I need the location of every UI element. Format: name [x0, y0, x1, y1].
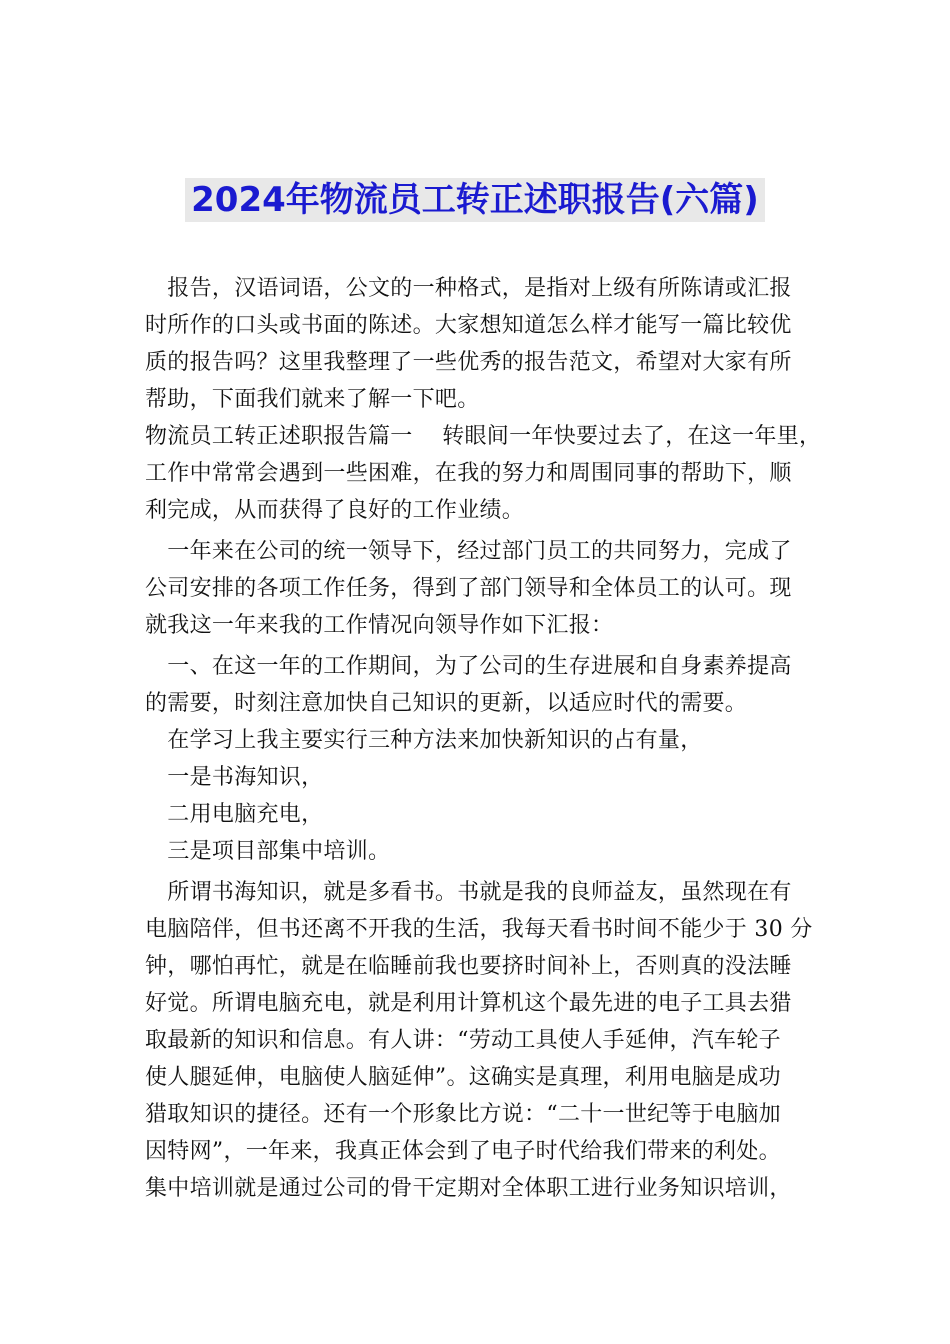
body-line: 帮助，下面我们就来了解一下吧。 [145, 387, 480, 412]
body-line: 时所作的口头或书面的陈述。大家想知道怎么样才能写一篇比较优 [145, 313, 792, 338]
body-line: 利完成，从而获得了良好的工作业绩。 [145, 498, 525, 523]
body-line: 猎取知识的捷径。还有一个形象比方说：“二十一世纪等于电脑加 [145, 1102, 781, 1127]
body-line: 公司安排的各项工作任务，得到了部门领导和全体员工的认可。现 [145, 576, 792, 601]
body-line: 好觉。所谓电脑充电，就是利用计算机这个最先进的电子工具去猎 [145, 991, 792, 1016]
body-line: 的需要，时刻注意加快自己知识的更新，以适应时代的需要。 [145, 691, 748, 716]
body-line: 报告，汉语词语，公文的一种格式，是指对上级有所陈请或汇报 [145, 276, 792, 301]
list-item: 一是书海知识， [145, 765, 324, 790]
body-line: 在学习上我主要实行三种方法来加快新知识的占有量， [145, 728, 703, 753]
body-line: 就我这一年来我的工作情况向领导作如下汇报： [145, 613, 614, 638]
document-title-text: 2024年物流员工转正述职报告(六篇) [185, 178, 765, 222]
body-line: 使人腿延伸，电脑使人脑延伸”。这确实是真理，利用电脑是成功 [145, 1065, 781, 1090]
body-line: 质的报告吗？这里我整理了一些优秀的报告范文，希望对大家有所 [145, 350, 792, 375]
body-line: 电脑陪伴，但书还离不开我的生活，我每天看书时间不能少于 30 分 [145, 917, 813, 942]
document-body [145, 270, 822, 1207]
body-line: 一、在这一年的工作期间，为了公司的生存进展和自身素养提高 [145, 654, 792, 679]
document-title [0, 178, 950, 222]
list-item: 二用电脑充电， [145, 802, 324, 827]
body-line: 集中培训就是通过公司的骨干定期对全体职工进行业务知识培训， [145, 1176, 792, 1201]
body-line: 钟，哪怕再忙，就是在临睡前我也要挤时间补上，否则真的没法睡 [145, 954, 792, 979]
body-line: 所谓书海知识，就是多看书。书就是我的良师益友，虽然现在有 [145, 880, 792, 905]
body-line: 一年来在公司的统一领导下，经过部门员工的共同努力，完成了 [145, 539, 792, 564]
body-line: 工作中常常会遇到一些困难，在我的努力和周围同事的帮助下，顺 [145, 461, 792, 486]
list-item: 三是项目部集中培训。 [145, 839, 391, 864]
body-line: 因特网”，一年来，我真正体会到了电子时代给我们带来的利处。 [145, 1139, 781, 1164]
body-line: 取最新的知识和信息。有人讲：“劳动工具使人手延伸，汽车轮子 [145, 1028, 781, 1053]
section-heading-line: 物流员工转正述职报告篇一 转眼间一年快要过去了，在这一年里， [145, 424, 822, 449]
